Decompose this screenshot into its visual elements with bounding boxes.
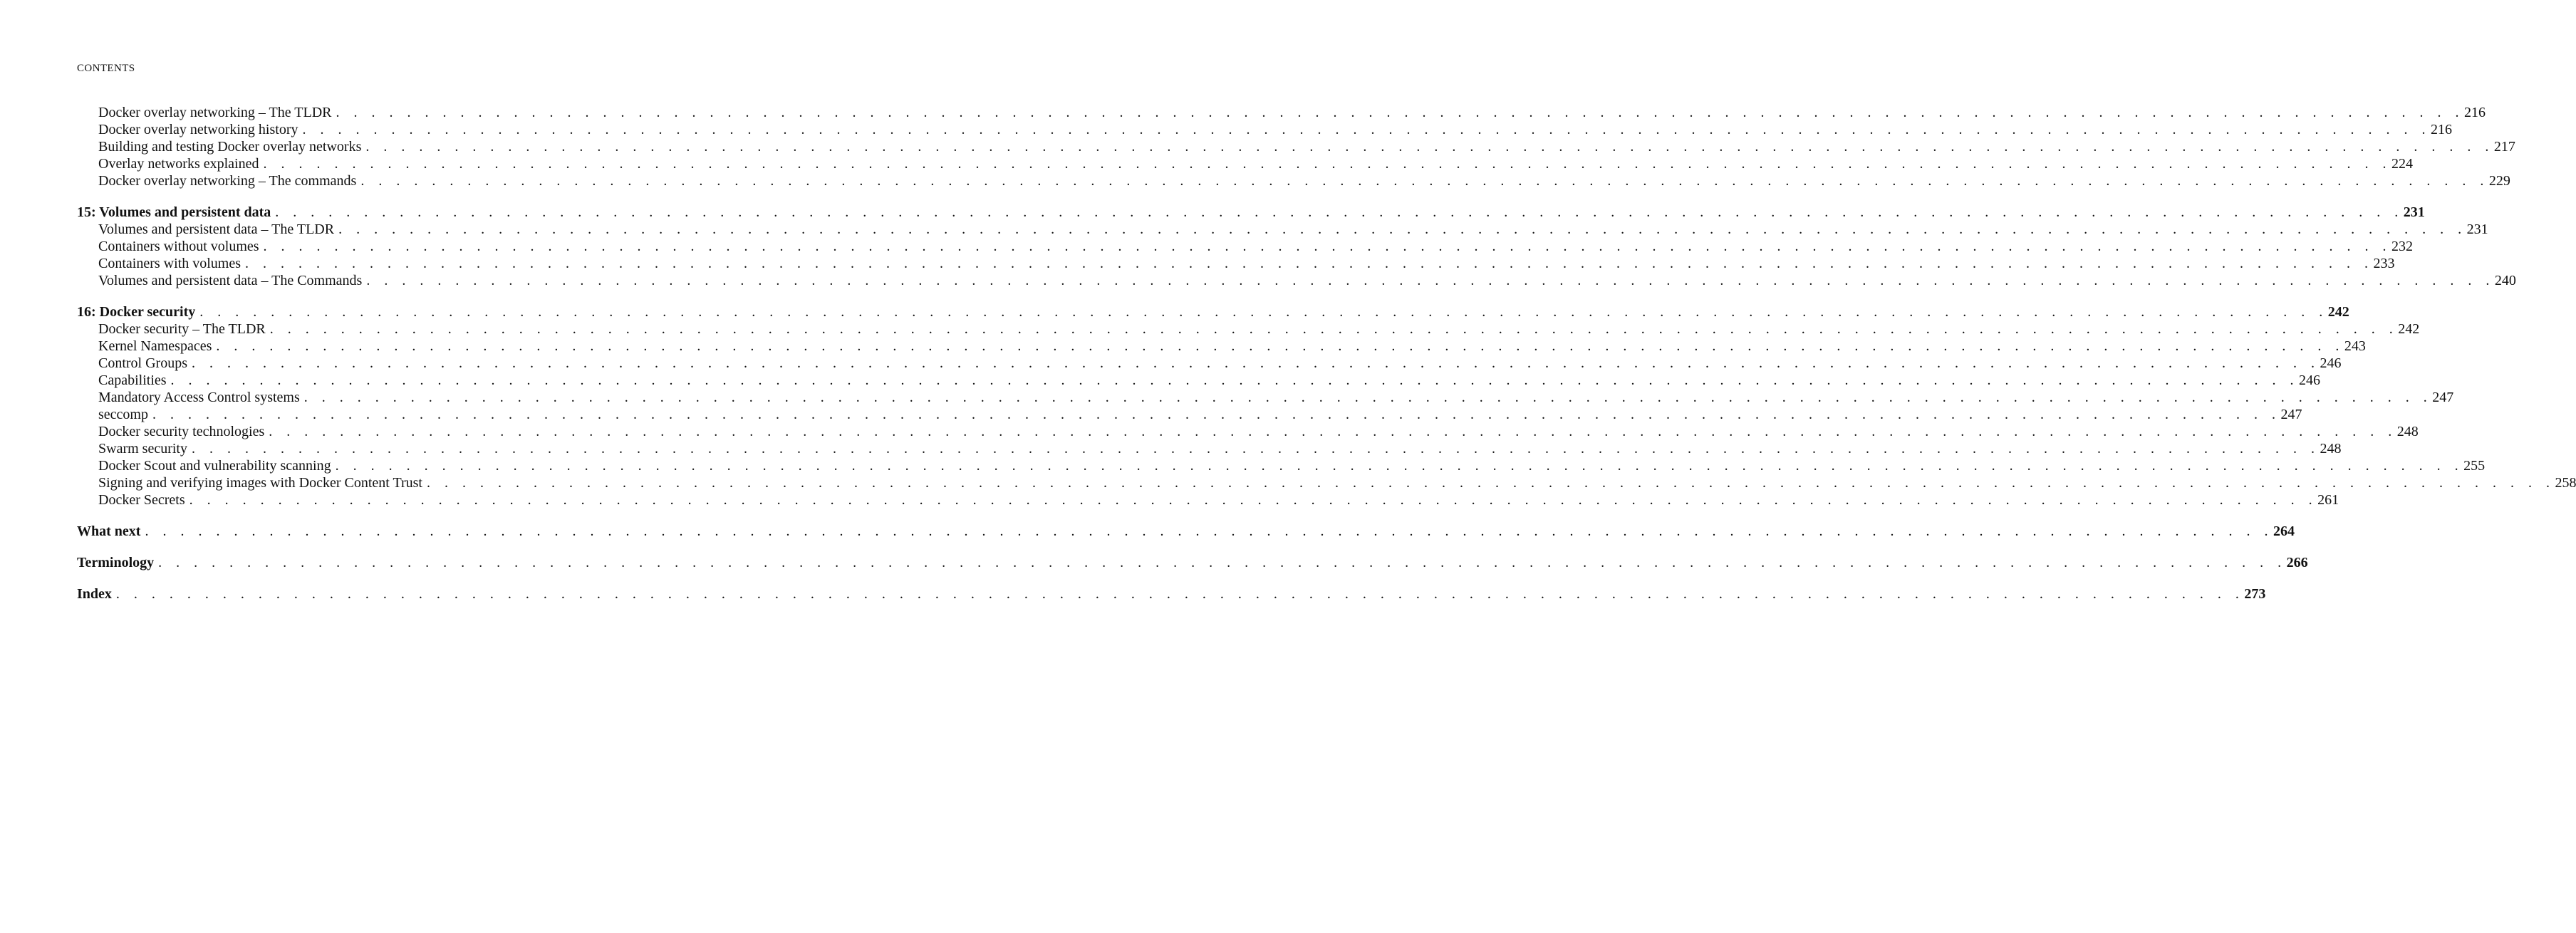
page-number: 224 [2391,156,2413,172]
page-number: 246 [2299,372,2321,388]
toc-entry-containers-with-volumes[interactable] [77,255,2395,272]
toc-entry-seccomp[interactable] [77,406,2302,423]
entry-title: Swarm security [98,441,187,457]
toc-entry-capabilities[interactable] [77,372,2321,389]
toc-entry-overlay-networks-explained[interactable] [77,155,2413,172]
toc-entry-signing-and-verifying-images-with-docker-content-trust[interactable] [77,474,2576,491]
dot-leader: . . . . . . . . . . . . . . . . . . . . . . . . . . . . . . . . . . . . . . . . . . . . . . . . . . . . . . . . . . . . . . . . . . . . . . . . . . . . . . . . . . . . . . . . . . . . . . . . . . . . . . . . . . . . . . . . . . . . . . . . [192,355,2320,371]
dot-leader: . . . . . . . . . . . . . . . . . . . . . . . . . . . . . . . . . . . . . . . . . . . . . . . . . . . . . . . . . . . . . . . . . . . . . . . . . . . . . . . . . . . . . . . . . . . . . . . . . . . . . . . . . . . . . . . . . . . . . . . . [426,475,2555,491]
dot-leader: . . . . . . . . . . . . . . . . . . . . . . . . . . . . . . . . . . . . . . . . . . . . . . . . . . . . . . . . . . . . . . . . . . . . . . . . . . . . . . . . . . . . . . . . . . . . . . . . . . . . . . . . . . . . . . . . . . . . . . . . [145,523,2273,539]
chapter-title: 15: Volumes and persistent data [77,204,271,220]
entry-title: Volumes and persistent data – The TLDR [98,221,335,237]
toc-chapter-terminology[interactable] [77,554,2308,571]
entry-title: Signing and verifying images with Docker Content Trust [98,475,422,491]
entry-title: Docker overlay networking history [98,122,298,137]
page-number: 231 [2403,204,2425,220]
toc-entry-docker-overlay-networking-the-commands[interactable] [77,172,2510,189]
entry-title: Containers without volumes [98,239,259,254]
toc-chapter-index[interactable] [77,585,2266,603]
toc-section [77,585,2266,603]
dot-leader: . . . . . . . . . . . . . . . . . . . . . . . . . . . . . . . . . . . . . . . . . . . . . . . . . . . . . . . . . . . . . . . . . . . . . . . . . . . . . . . . . . . . . . . . . . . . . . . . . . . . . . . . . . . . . . . . . . . . . . . . [338,221,2467,237]
page-number: 266 [2286,555,2308,570]
toc-entry-swarm-security[interactable] [77,440,2342,457]
toc-entry-building-and-testing-docker-overlay-networks[interactable] [77,138,2515,155]
page-number: 248 [2396,424,2419,439]
page-number: 242 [2398,321,2420,337]
dot-leader: . . . . . . . . . . . . . . . . . . . . . . . . . . . . . . . . . . . . . . . . . . . . . . . . . . . . . . . . . . . . . . . . . . . . . . . . . . . . . . . . . . . . . . . . . . . . . . . . . . . . . . . . . . . . . . . . . . . . . . . . [302,122,2431,137]
page-number: 247 [2280,407,2302,422]
chapter-title: Terminology [77,555,155,570]
toc-section [77,303,2576,509]
toc-chapter-16-docker-security[interactable] [77,303,2349,320]
page-number: 216 [2464,105,2486,120]
entry-title: Volumes and persistent data – The Commands [98,273,363,288]
dot-leader: . . . . . . . . . . . . . . . . . . . . . . . . . . . . . . . . . . . . . . . . . . . . . . . . . . . . . . . . . . . . . . . . . . . . . . . . . . . . . . . . . . . . . . . . . . . . . . . . . . . . . . . . . . . . . . . . . . . . . . . . [244,256,2374,271]
entry-title: Capabilities [98,372,167,388]
toc-section [77,523,2295,540]
entry-title: Kernel Namespaces [98,338,212,354]
toc-entry-docker-overlay-networking-history[interactable] [77,121,2452,138]
entry-title: Control Groups [98,355,187,371]
dot-leader: . . . . . . . . . . . . . . . . . . . . . . . . . . . . . . . . . . . . . . . . . . . . . . . . . . . . . . . . . . . . . . . . . . . . . . . . . . . . . . . . . . . . . . . . . . . . . . . . . . . . . . . . . . . . . . . . . . . . . . . . [216,338,2344,354]
toc-entry-docker-secrets[interactable] [77,491,2339,509]
page-number: 261 [2317,492,2339,508]
toc-entry-mandatory-access-control-systems[interactable] [77,389,2454,406]
page-number: 231 [2466,221,2488,237]
entry-title: Containers with volumes [98,256,241,271]
entry-title: Docker security technologies [98,424,265,439]
chapter-title: What next [77,523,141,539]
page-number: 258 [2555,475,2576,491]
toc-entry-docker-overlay-networking-the-tldr[interactable] [77,104,2486,121]
page-number: 273 [2244,586,2266,602]
toc-entry-volumes-and-persistent-data-the-commands[interactable] [77,272,2516,289]
dot-leader: . . . . . . . . . . . . . . . . . . . . . . . . . . . . . . . . . . . . . . . . . . . . . . . . . . . . . . . . . . . . . . . . . . . . . . . . . . . . . . . . . . . . . . . . . . . . . . . . . . . . . . . . . . . . . . . . . . . . . . . . [360,173,2489,189]
table-of-contents [77,104,2576,603]
toc-entry-docker-security-the-tldr[interactable] [77,320,2420,338]
toc-chapter-15-volumes-and-persistent-data[interactable] [77,204,2425,221]
entry-title: Building and testing Docker overlay networks [98,139,362,155]
page-number: 233 [2373,256,2395,271]
page-number: 229 [2488,173,2510,189]
toc-section [77,204,2516,289]
entry-title: Overlay networks explained [98,156,259,172]
toc-entry-docker-security-technologies[interactable] [77,423,2419,440]
dot-leader: . . . . . . . . . . . . . . . . . . . . . . . . . . . . . . . . . . . . . . . . . . . . . . . . . . . . . . . . . . . . . . . . . . . . . . . . . . . . . . . . . . . . . . . . . . . . . . . . . . . . . . . . . . . . . . . . . . . . . . . . [189,492,2318,508]
running-head: CONTENTS [77,63,135,74]
dot-leader: . . . . . . . . . . . . . . . . . . . . . . . . . . . . . . . . . . . . . . . . . . . . . . . . . . . . . . . . . . . . . . . . . . . . . . . . . . . . . . . . . . . . . . . . . . . . . . . . . . . . . . . . . . . . . . . . . . . . . . . . [263,239,2392,254]
page-number: 255 [2463,458,2486,474]
dot-leader: . . . . . . . . . . . . . . . . . . . . . . . . . . . . . . . . . . . . . . . . . . . . . . . . . . . . . . . . . . . . . . . . . . . . . . . . . . . . . . . . . . . . . . . . . . . . . . . . . . . . . . . . . . . . . . . . . . . . . . . . [275,204,2404,220]
page-number: 240 [2494,273,2516,288]
dot-leader: . . . . . . . . . . . . . . . . . . . . . . . . . . . . . . . . . . . . . . . . . . . . . . . . . . . . . . . . . . . . . . . . . . . . . . . . . . . . . . . . . . . . . . . . . . . . . . . . . . . . . . . . . . . . . . . . . . . . . . . . [152,407,2281,422]
chapter-title: 16: Docker security [77,304,196,320]
dot-leader: . . . . . . . . . . . . . . . . . . . . . . . . . . . . . . . . . . . . . . . . . . . . . . . . . . . . . . . . . . . . . . . . . . . . . . . . . . . . . . . . . . . . . . . . . . . . . . . . . . . . . . . . . . . . . . . . . . . . . . . . [366,273,2495,288]
dot-leader: . . . . . . . . . . . . . . . . . . . . . . . . . . . . . . . . . . . . . . . . . . . . . . . . . . . . . . . . . . . . . . . . . . . . . . . . . . . . . . . . . . . . . . . . . . . . . . . . . . . . . . . . . . . . . . . . . . . . . . . . [365,139,2494,155]
toc-entry-kernel-namespaces[interactable] [77,338,2366,355]
page-number: 243 [2344,338,2366,354]
toc-entry-volumes-and-persistent-data-the-tldr[interactable] [77,221,2488,238]
entry-title: Docker Secrets [98,492,185,508]
entry-title: Docker overlay networking – The commands [98,173,357,189]
toc-chapter-what-next[interactable] [77,523,2295,540]
dot-leader: . . . . . . . . . . . . . . . . . . . . . . . . . . . . . . . . . . . . . . . . . . . . . . . . . . . . . . . . . . . . . . . . . . . . . . . . . . . . . . . . . . . . . . . . . . . . . . . . . . . . . . . . . . . . . . . . . . . . . . . . [269,321,2399,337]
page-number: 247 [2432,390,2454,405]
entry-title: Docker Scout and vulnerability scanning [98,458,331,474]
toc-entry-containers-without-volumes[interactable] [77,238,2414,255]
page-number: 217 [2493,139,2515,155]
dot-leader: . . . . . . . . . . . . . . . . . . . . . . . . . . . . . . . . . . . . . . . . . . . . . . . . . . . . . . . . . . . . . . . . . . . . . . . . . . . . . . . . . . . . . . . . . . . . . . . . . . . . . . . . . . . . . . . . . . . . . . . . [158,555,2287,570]
toc-section [77,554,2308,571]
toc-section [77,104,2515,189]
entry-title: Docker overlay networking – The TLDR [98,105,332,120]
page-number: 232 [2391,239,2414,254]
dot-leader: . . . . . . . . . . . . . . . . . . . . . . . . . . . . . . . . . . . . . . . . . . . . . . . . . . . . . . . . . . . . . . . . . . . . . . . . . . . . . . . . . . . . . . . . . . . . . . . . . . . . . . . . . . . . . . . . . . . . . . . . [170,372,2300,388]
dot-leader: . . . . . . . . . . . . . . . . . . . . . . . . . . . . . . . . . . . . . . . . . . . . . . . . . . . . . . . . . . . . . . . . . . . . . . . . . . . . . . . . . . . . . . . . . . . . . . . . . . . . . . . . . . . . . . . . . . . . . . . . [303,390,2433,405]
dot-leader: . . . . . . . . . . . . . . . . . . . . . . . . . . . . . . . . . . . . . . . . . . . . . . . . . . . . . . . . . . . . . . . . . . . . . . . . . . . . . . . . . . . . . . . . . . . . . . . . . . . . . . . . . . . . . . . . . . . . . . . . [263,156,2391,172]
entry-title: seccomp [98,407,148,422]
page-number: 264 [2273,523,2295,539]
page-number: 216 [2430,122,2452,137]
dot-leader: . . . . . . . . . . . . . . . . . . . . . . . . . . . . . . . . . . . . . . . . . . . . . . . . . . . . . . . . . . . . . . . . . . . . . . . . . . . . . . . . . . . . . . . . . . . . . . . . . . . . . . . . . . . . . . . . . . . . . . . . [115,586,2245,602]
chapter-title: Index [77,586,112,602]
toc-entry-docker-scout-and-vulnerability-scanning[interactable] [77,457,2486,474]
page-number: 248 [2320,441,2342,457]
dot-leader: . . . . . . . . . . . . . . . . . . . . . . . . . . . . . . . . . . . . . . . . . . . . . . . . . . . . . . . . . . . . . . . . . . . . . . . . . . . . . . . . . . . . . . . . . . . . . . . . . . . . . . . . . . . . . . . . . . . . . . . . [269,424,2397,439]
page-number: 246 [2320,355,2342,371]
page-number: 242 [2327,304,2349,320]
dot-leader: . . . . . . . . . . . . . . . . . . . . . . . . . . . . . . . . . . . . . . . . . . . . . . . . . . . . . . . . . . . . . . . . . . . . . . . . . . . . . . . . . . . . . . . . . . . . . . . . . . . . . . . . . . . . . . . . . . . . . . . . [336,105,2465,120]
entry-title: Mandatory Access Control systems [98,390,300,405]
dot-leader: . . . . . . . . . . . . . . . . . . . . . . . . . . . . . . . . . . . . . . . . . . . . . . . . . . . . . . . . . . . . . . . . . . . . . . . . . . . . . . . . . . . . . . . . . . . . . . . . . . . . . . . . . . . . . . . . . . . . . . . . [335,458,2464,474]
entry-title: Docker security – The TLDR [98,321,266,337]
dot-leader: . . . . . . . . . . . . . . . . . . . . . . . . . . . . . . . . . . . . . . . . . . . . . . . . . . . . . . . . . . . . . . . . . . . . . . . . . . . . . . . . . . . . . . . . . . . . . . . . . . . . . . . . . . . . . . . . . . . . . . . . [191,441,2320,457]
dot-leader: . . . . . . . . . . . . . . . . . . . . . . . . . . . . . . . . . . . . . . . . . . . . . . . . . . . . . . . . . . . . . . . . . . . . . . . . . . . . . . . . . . . . . . . . . . . . . . . . . . . . . . . . . . . . . . . . . . . . . . . . [199,304,2328,320]
toc-entry-control-groups[interactable] [77,355,2342,372]
